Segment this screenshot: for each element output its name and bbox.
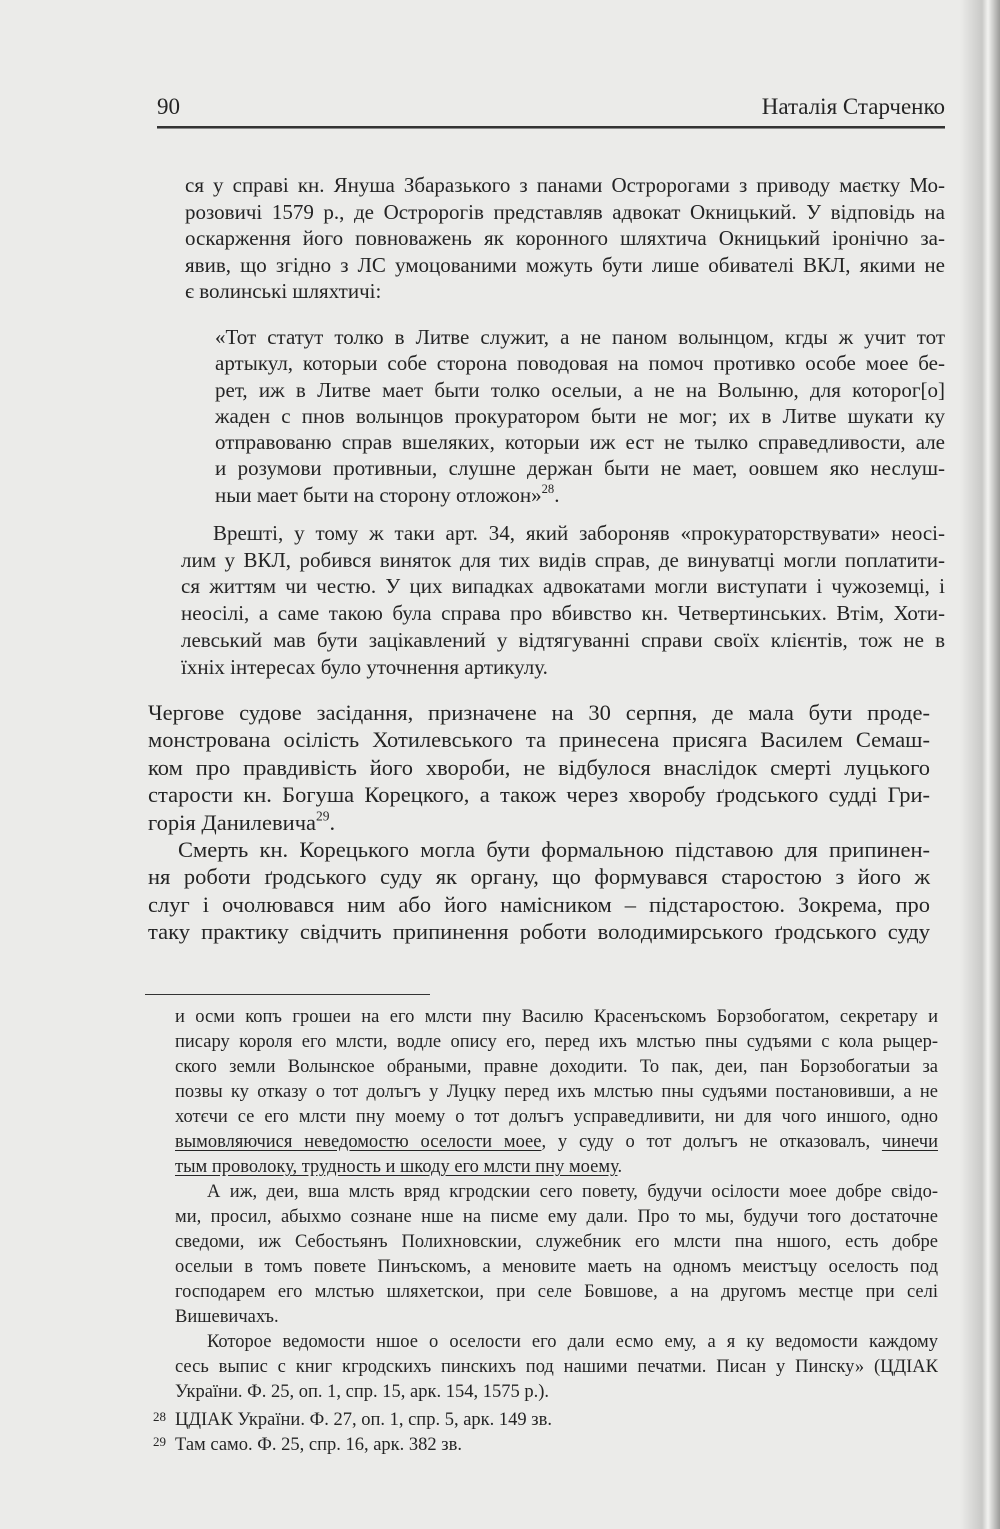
footnote-reference: 28 [541,481,555,496]
footnote-text: Там само. Ф. 25, спр. 16, арк. 382 зв. [175,1435,462,1455]
text-line: явив, що згідно з ЛС умоцованими можуть бути лише обивателі ВКЛ, якими не [185,252,945,277]
footnote-marker: 29 [153,1434,166,1449]
text-line: Вишевичахъ. [175,1307,279,1327]
text-line: неосілі, а саме такою була справа про вбивство кн. Четвертинських. Втім, Хоти- [181,601,945,626]
text-line: України. Ф. 25, оп. 1, спр. 15, арк. 154, 1575 р.). [175,1382,549,1402]
footnote-continuation [175,1005,938,1180]
underlined-text: тым проволоку, трудность и шкоду его млсти пну моему [175,1157,618,1177]
quotation [215,324,945,508]
text-line: оскарження його повноважень як коронного шляхтича Окницький іронічно за- [185,226,945,250]
text-line: оселыи в томъ повете Пинъскомъ, а меновите маеть на одномъ меистъцу оселость под [175,1257,938,1277]
text-line: ком про правдивість його хвороби, не відбулося внаслідок смерті луцького [148,754,930,780]
footnote-marker: 28 [153,1409,166,1424]
text-line [175,1130,938,1155]
footnote-28 [153,1408,938,1433]
text-line: артыкул, которыи собе сторона поводовая на помоч противко особе моее бе- [215,351,945,376]
underlined-text: чинечи [881,1132,938,1152]
text-segment: . [329,809,336,835]
text-line: таку практику свідчить припинення роботи володимирського ґродського суду [148,919,930,945]
text-line: ня роботи ґродського суду як органу, що формувався старостою з його ж [148,864,930,890]
footnote-paragraph [175,1180,938,1330]
text-line: господарем его млстью шляхетскои, при селе Бовшове, а на другомъ местце при селі [175,1282,938,1302]
text-segment: горія Данилевича [148,809,316,835]
text-line: є волинські шляхтичі: [185,279,382,303]
text-line: Которое ведомости ншое о оселости его дали есмо ему, а я ку ведомости каждому [207,1332,938,1352]
footnote-text: ЦДІАК України. Ф. 27, оп. 1, спр. 5, арк. 149 зв. [175,1410,552,1430]
text-line: ми, просил, абыхмо сознане нше на писме ему дали. Про то мы, будучи того достаточне [175,1207,938,1227]
text-line: слуг і очолювався ним або його намісником – підстаростою. Зокрема, про [148,891,930,917]
page-number: 90 [157,94,180,119]
footnote-paragraph [175,1330,938,1405]
paragraph-article-34 [181,520,945,680]
text-line: ся у справі кн. Януша Збаразького з панами Остророгами з приводу маєтку Мо- [185,173,945,197]
text-line [215,482,945,508]
paragraph-korecky-death [148,836,930,946]
text-line: їхніх інтересах було уточнення артикулу. [181,654,548,679]
text-segment: ныи мает быти на сторону отложон» [215,482,542,507]
text-line: позвы ку отказу о тот долъгъ у Луцку перед ихъ млстью пны судъями постановивши, а не [175,1082,938,1102]
text-line: розовичі 1579 р., де Остророгів представляв адвокат Окницький. У відповідь на [185,199,945,224]
text-line: жаден с пнов волынцов прокуратором быти не мог; их в Литве шукати ку [215,403,945,428]
footnote-separator [145,994,430,995]
text-line: сесь выпис с книг кгродскихъ пинскихъ под нашими печатми. Писан у Пинску» (ЦДІАК [175,1357,938,1377]
text-line: писару короля его млсти, водле опису его, перед ихъ млстью пны судъями с кола рыцер- [175,1032,938,1052]
text-line: рет, иж в Литве мает быти толко оселыи, а не на Волыню, для которог[о] [215,377,945,402]
text-line: левський мав бути зацікавлений у відтягуванні справи своїх клієнтів, тож не в [181,627,945,652]
text-line: «Тот статут толко в Литве служит, а не паном волынцом, кгды ж учит тот [215,325,945,349]
footnote-29 [153,1433,938,1458]
text-segment: . [617,1157,623,1177]
text-line: лим у ВКЛ, робився виняток для тих видів справ, де винуватці могли поплатити- [181,547,945,572]
text-line: Врешті, у тому ж таки арт. 34, який забороняв «прокураторствувати» неосі- [213,521,945,545]
text-line [175,1155,938,1180]
text-line: Смерть кн. Корецького могла бути формальною підставою для припинен- [178,837,930,862]
text-segment: . [554,482,560,507]
text-line: отправованю справ вшеляких, которыи иж ест не тылко справедливости, але [215,430,945,455]
text-line: сведоми, иж Себостьянъ Полихновскии, служебник его млсти пна ншого, есть добре [175,1232,938,1252]
text-line: ского земли Волынское обраными, правне доходити. То пак, деи, пан Борзобогатыи за [175,1057,938,1077]
text-line: А иж, деи, вша млсть вряд кгродскии сего повету, будучи осілости моее добре свідо- [207,1182,938,1202]
paragraph-court-session [148,699,930,836]
header-rule [157,126,945,129]
paragraph-main [185,172,945,305]
text-line: и осми копъ грошеи на его млсти пну Василю Красенъскомъ Борзобогатом, секретару и [175,1007,938,1027]
running-header-author: Наталія Старченко [761,94,945,119]
page-edge-shadow [960,0,1000,1529]
text-line: ся життям чи честю. У цих випадках адвокатами могли виступати і чужоземці, і [181,574,945,599]
footnote-reference: 29 [316,808,330,824]
underlined-text: вымовляючися неведомостю оселости моее [175,1132,542,1152]
text-line: монстрована осілість Хотилевського та принесена присяга Василем Семаш- [148,727,930,753]
text-line [148,809,930,836]
text-segment: , у суду о тот долъгъ не отказовалъ, [541,1132,882,1152]
text-line: Чергове судове засідання, призначене на 30 серпня, де мала бути проде- [148,700,930,725]
text-line: и розумови противныи, слушне держан быти не мает, оовшем яко неслуш- [215,456,945,481]
text-line: хотєчи се его млсти пну моему о тот долъгъ усправедливити, ни для чого иншого, одно [175,1107,938,1127]
text-line: старости кн. Богуша Корецкого, а також через хворобу ґродського судді Гри- [148,782,930,808]
